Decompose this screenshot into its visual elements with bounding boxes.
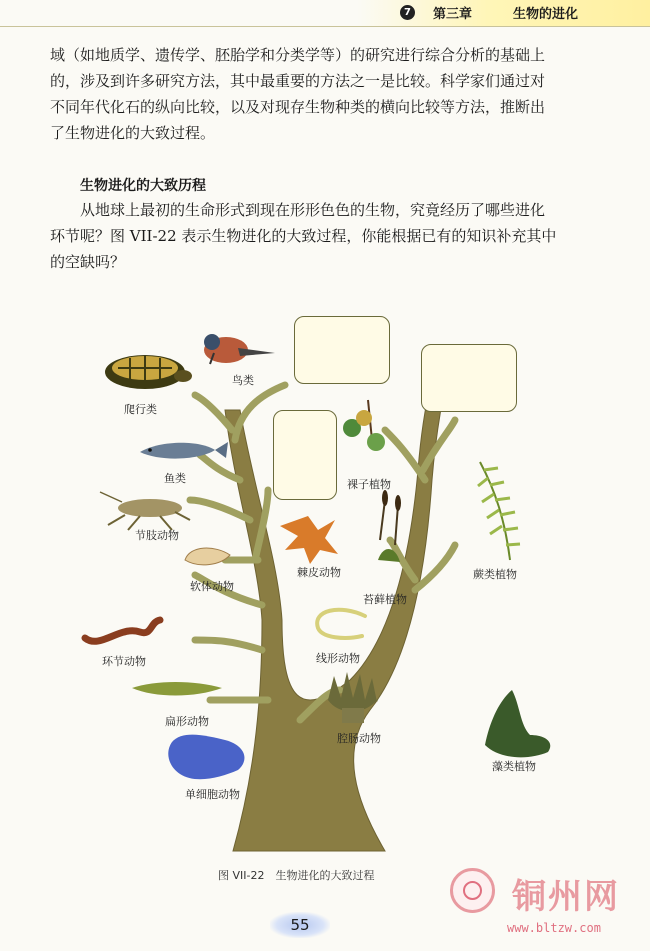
label-fern: 蕨类植物 [473,568,517,581]
figure-caption: 图 VII-22 生物进化的大致过程 [218,869,375,882]
label-nematode: 线形动物 [316,652,360,665]
label-bird: 鸟类 [232,374,254,387]
question-line-3: 的空缺吗？ [50,253,126,271]
intro-line-1: 域（如地质学、遗传学、胚胎学和分类学等）的研究进行综合分析的基础上 [50,46,546,64]
bird-icon [204,334,275,364]
blank-box-top[interactable] [294,316,390,384]
reptile-icon [105,355,192,389]
chapter-number-badge: 7 [400,5,415,20]
gymnosperm-icon [343,400,385,451]
intro-line-2: 的，涉及到许多研究方法，其中最重要的方法之一是比较。科学家们通过对 [50,72,546,90]
blank-box-right[interactable] [421,344,517,412]
intro-line-4: 了生物进化的大致过程。 [50,124,216,142]
question-line-1: 从地球上最初的生命形式到现在形形色色的生物，究竟经历了哪些进化 [80,201,546,219]
label-echinoderm: 棘皮动物 [297,566,341,579]
question-line-2: 环节呢？图 VII-22 表示生物进化的大致过程，你能根据已有的知识补充其中 [50,227,557,245]
chapter-title: 生物的进化 [513,7,579,22]
nematode-icon [317,610,365,638]
label-algae: 藻类植物 [492,760,536,773]
label-annelid: 环节动物 [102,655,146,668]
watermark-site-name: 铜州网 [512,877,620,917]
algae-icon [485,690,550,757]
label-arthropod: 节肢动物 [135,529,179,542]
fern-icon [478,462,520,560]
tree-trunk [225,350,452,851]
label-moss: 苔藓植物 [363,593,407,606]
annelid-icon [85,620,160,641]
label-flatworm: 扁形动物 [165,715,209,728]
label-gymnosperm: 裸子植物 [347,478,391,491]
arthropod-icon [100,492,190,530]
watermark-url: www.bltzw.com [507,921,601,935]
blank-box-middle[interactable] [273,410,337,500]
flatworm-icon [132,682,222,696]
watermark-logo-icon [450,868,495,913]
protozoa-icon [168,735,244,780]
chapter-label: 第三章 [433,7,473,22]
label-cnidarian: 腔肠动物 [337,732,381,745]
intro-line-3: 不同年代化石的纵向比较，以及对现存生物种类的横向比较等方法，推断出 [50,98,546,116]
label-protozoa: 单细胞动物 [185,788,240,801]
page-number: 55 [270,912,330,938]
label-mollusk: 软体动物 [190,580,234,593]
label-reptile: 爬行类 [124,403,157,416]
fish-icon [140,442,228,459]
section-title: 生物进化的大致历程 [80,178,206,194]
label-fish: 鱼类 [164,472,186,485]
echinoderm-icon [280,516,338,564]
